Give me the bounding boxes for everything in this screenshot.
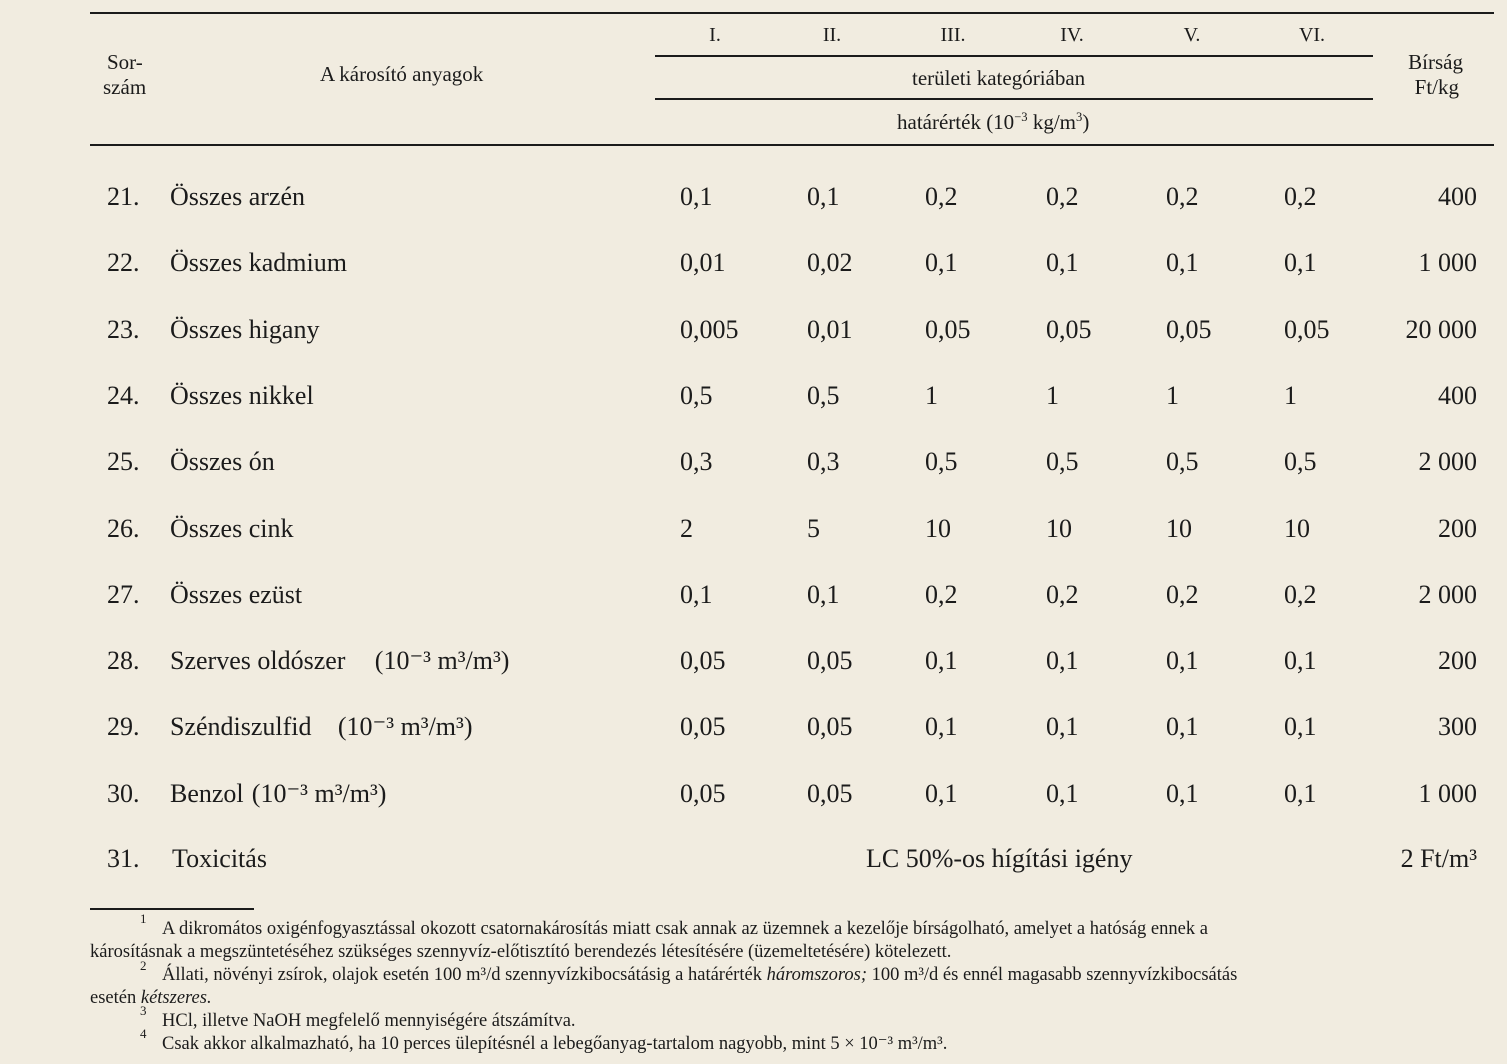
row-value-cat-4: 0,1 bbox=[1046, 646, 1079, 675]
row-unit: (10⁻³ m³/m³) bbox=[374, 646, 510, 675]
header-category-2: II. bbox=[822, 24, 842, 46]
row-value-cat-4: 0,1 bbox=[1046, 248, 1079, 277]
row-value-cat-3: 0,05 bbox=[925, 315, 971, 344]
row-value-cat-1: 0,005 bbox=[680, 315, 739, 344]
toxicity-fine: 2 Ft/m³ bbox=[1400, 844, 1477, 873]
header-category-1: I. bbox=[709, 24, 721, 46]
row-name-text: Benzol bbox=[170, 779, 244, 808]
row-name: Összes ezüst bbox=[170, 580, 303, 609]
row-value-cat-3: 0,5 bbox=[925, 447, 958, 476]
row-fine: 2 000 bbox=[1418, 580, 1477, 609]
row-value-cat-6: 0,1 bbox=[1284, 646, 1317, 675]
row-value-cat-4: 0,1 bbox=[1046, 712, 1079, 741]
header-subrule-2 bbox=[655, 98, 1373, 100]
row-name-text: Széndiszulfid bbox=[170, 712, 312, 741]
row-number: 26. bbox=[107, 514, 140, 543]
row-number: 30. bbox=[107, 779, 140, 808]
row-value-cat-3: 10 bbox=[925, 514, 951, 543]
row-value-cat-1: 0,1 bbox=[680, 580, 713, 609]
footnote-2-mark: 2 bbox=[140, 958, 147, 973]
row-value-cat-4: 0,2 bbox=[1046, 182, 1079, 211]
header-category-caption: területi kategóriában bbox=[912, 66, 1086, 90]
row-fine: 300 bbox=[1438, 712, 1477, 741]
row-value-cat-2: 0,1 bbox=[807, 182, 840, 211]
row-value-cat-3: 0,1 bbox=[925, 712, 958, 741]
row-number: 25. bbox=[107, 447, 140, 476]
row-value-cat-6: 0,1 bbox=[1284, 779, 1317, 808]
row-value-cat-5: 1 bbox=[1166, 381, 1179, 410]
footnote-1-line2: károsításnak a megszüntetéséhez szükséges szennyvíz-előtisztító berendezés létesítésére (üzemeltetésére) kötelezett. bbox=[90, 942, 952, 962]
footnote-2-line1: Állati, növényi zsírok, olajok esetén 100 m³/d szennyvízkibocsátásig a határérték háromszoros; 100 m³/d és ennél magasabb szennyvízkibocsátás bbox=[162, 965, 1238, 985]
row-fine: 400 bbox=[1438, 381, 1477, 410]
row-value-cat-4: 0,1 bbox=[1046, 779, 1079, 808]
row-fine: 2 000 bbox=[1418, 447, 1477, 476]
toxicity-limit: LC 50%-os hígítási igény bbox=[866, 844, 1133, 873]
row-value-cat-2: 5 bbox=[807, 514, 820, 543]
row-value-cat-2: 0,3 bbox=[807, 447, 840, 476]
header-substances: A károsító anyagok bbox=[320, 62, 484, 86]
row-value-cat-5: 0,5 bbox=[1166, 447, 1199, 476]
footnote-4-line1: Csak akkor alkalmazható, ha 10 perces ülepítésnél a lebegőanyag-tartalom nagyobb, mint 5 × 10⁻³ m³/m³. bbox=[162, 1034, 948, 1054]
row-number: 31. bbox=[107, 844, 140, 873]
row-number: 29. bbox=[107, 712, 140, 741]
row-value-cat-6: 0,1 bbox=[1284, 712, 1317, 741]
row-value-cat-4: 10 bbox=[1046, 514, 1072, 543]
header-bottom-rule bbox=[90, 144, 1494, 146]
row-name: Összes cink bbox=[170, 514, 294, 543]
row-name bbox=[170, 712, 473, 742]
row-fine: 20 000 bbox=[1405, 315, 1477, 344]
row-value-cat-2: 0,02 bbox=[807, 248, 853, 277]
row-value-cat-3: 1 bbox=[925, 381, 938, 410]
row-value-cat-5: 0,1 bbox=[1166, 646, 1199, 675]
row-number: 28. bbox=[107, 646, 140, 675]
row-name bbox=[170, 646, 510, 676]
row-value-cat-1: 0,1 bbox=[680, 182, 713, 211]
row-value-cat-6: 0,05 bbox=[1284, 315, 1330, 344]
row-name-text: Szerves oldószer bbox=[170, 646, 346, 675]
header-category-4: IV. bbox=[1060, 24, 1084, 46]
row-fine: 200 bbox=[1438, 646, 1477, 675]
row-value-cat-1: 0,05 bbox=[680, 712, 726, 741]
footnote-rule bbox=[90, 908, 254, 910]
row-value-cat-3: 0,2 bbox=[925, 182, 958, 211]
row-value-cat-1: 0,5 bbox=[680, 381, 713, 410]
row-name: Összes nikkel bbox=[170, 381, 314, 410]
row-value-cat-3: 0,1 bbox=[925, 248, 958, 277]
footnote-2-line2: esetén kétszeres. bbox=[90, 988, 212, 1008]
footnote-1-mark: 1 bbox=[140, 911, 147, 926]
row-value-cat-2: 0,01 bbox=[807, 315, 853, 344]
row-value-cat-2: 0,05 bbox=[807, 646, 853, 675]
row-name: Összes arzén bbox=[170, 182, 305, 211]
row-value-cat-6: 0,1 bbox=[1284, 248, 1317, 277]
row-value-cat-6: 10 bbox=[1284, 514, 1310, 543]
row-value-cat-5: 10 bbox=[1166, 514, 1192, 543]
row-value-cat-5: 0,05 bbox=[1166, 315, 1212, 344]
row-fine: 400 bbox=[1438, 182, 1477, 211]
header-limit-caption: határérték ($10^{-3}$ $kg/m^3$) bbox=[897, 110, 1090, 134]
header-fine-1: Bírság bbox=[1408, 50, 1463, 74]
row-value-cat-1: 0,3 bbox=[680, 447, 713, 476]
row-value-cat-5: 0,1 bbox=[1166, 248, 1199, 277]
row-value-cat-2: 0,1 bbox=[807, 580, 840, 609]
row-value-cat-4: 1 bbox=[1046, 381, 1059, 410]
row-value-cat-4: 0,5 bbox=[1046, 447, 1079, 476]
row-value-cat-1: 0,01 bbox=[680, 248, 726, 277]
row-fine: 200 bbox=[1438, 514, 1477, 543]
row-name: Összes kadmium bbox=[170, 248, 347, 277]
row-value-cat-5: 0,1 bbox=[1166, 779, 1199, 808]
row-value-cat-6: 0,2 bbox=[1284, 182, 1317, 211]
row-value-cat-6: 1 bbox=[1284, 381, 1297, 410]
row-value-cat-1: 0,05 bbox=[680, 646, 726, 675]
row-value-cat-3: 0,1 bbox=[925, 779, 958, 808]
row-name: Összes higany bbox=[170, 315, 320, 344]
row-unit: (10⁻³ m³/m³) bbox=[251, 779, 387, 808]
row-value-cat-3: 0,1 bbox=[925, 646, 958, 675]
row-number: 24. bbox=[107, 381, 140, 410]
header-sorszam-2: szám bbox=[103, 75, 147, 99]
row-number: 23. bbox=[107, 315, 140, 344]
row-fine: 1 000 bbox=[1418, 779, 1477, 808]
row-fine: 1 000 bbox=[1418, 248, 1477, 277]
header-fine-2: Ft/kg bbox=[1414, 75, 1459, 99]
row-name: Összes ón bbox=[170, 447, 275, 476]
header-sorszam-1: Sor- bbox=[107, 50, 143, 74]
row-number: 21. bbox=[107, 182, 140, 211]
header-category-6: VI. bbox=[1298, 24, 1326, 46]
row-value-cat-1: 0,05 bbox=[680, 779, 726, 808]
footnote-3-mark: 3 bbox=[140, 1003, 147, 1018]
row-value-cat-4: 0,05 bbox=[1046, 315, 1092, 344]
row-value-cat-2: 0,05 bbox=[807, 712, 853, 741]
row-value-cat-3: 0,2 bbox=[925, 580, 958, 609]
footnote-1-line1: A dikromátos oxigénfogyasztással okozott csatornakárosítás miatt csak annak az üzemnek a kezelője bírságolható, amelyet a hatóság ennek a bbox=[162, 919, 1208, 939]
footnote-4-mark: 4 bbox=[140, 1026, 147, 1041]
top-rule bbox=[90, 12, 1494, 14]
row-value-cat-5: 0,2 bbox=[1166, 580, 1199, 609]
row-number: 22. bbox=[107, 248, 140, 277]
row-value-cat-4: 0,2 bbox=[1046, 580, 1079, 609]
row-value-cat-2: 0,5 bbox=[807, 381, 840, 410]
row-unit: (10⁻³ m³/m³) bbox=[337, 712, 473, 741]
row-value-cat-6: 0,5 bbox=[1284, 447, 1317, 476]
header-category-5: V. bbox=[1183, 24, 1201, 46]
header-subrule-1 bbox=[655, 55, 1373, 57]
row-value-cat-5: 0,2 bbox=[1166, 182, 1199, 211]
footnote-3-line1: HCl, illetve NaOH megfelelő mennyiségére átszámítva. bbox=[162, 1011, 576, 1031]
row-number: 27. bbox=[107, 580, 140, 609]
row-value-cat-2: 0,05 bbox=[807, 779, 853, 808]
row-value-cat-6: 0,2 bbox=[1284, 580, 1317, 609]
row-value-cat-1: 2 bbox=[680, 514, 693, 543]
header-category-3: III. bbox=[940, 24, 966, 46]
row-name: Toxicitás bbox=[172, 844, 267, 873]
row-value-cat-5: 0,1 bbox=[1166, 712, 1199, 741]
row-name bbox=[170, 779, 387, 809]
